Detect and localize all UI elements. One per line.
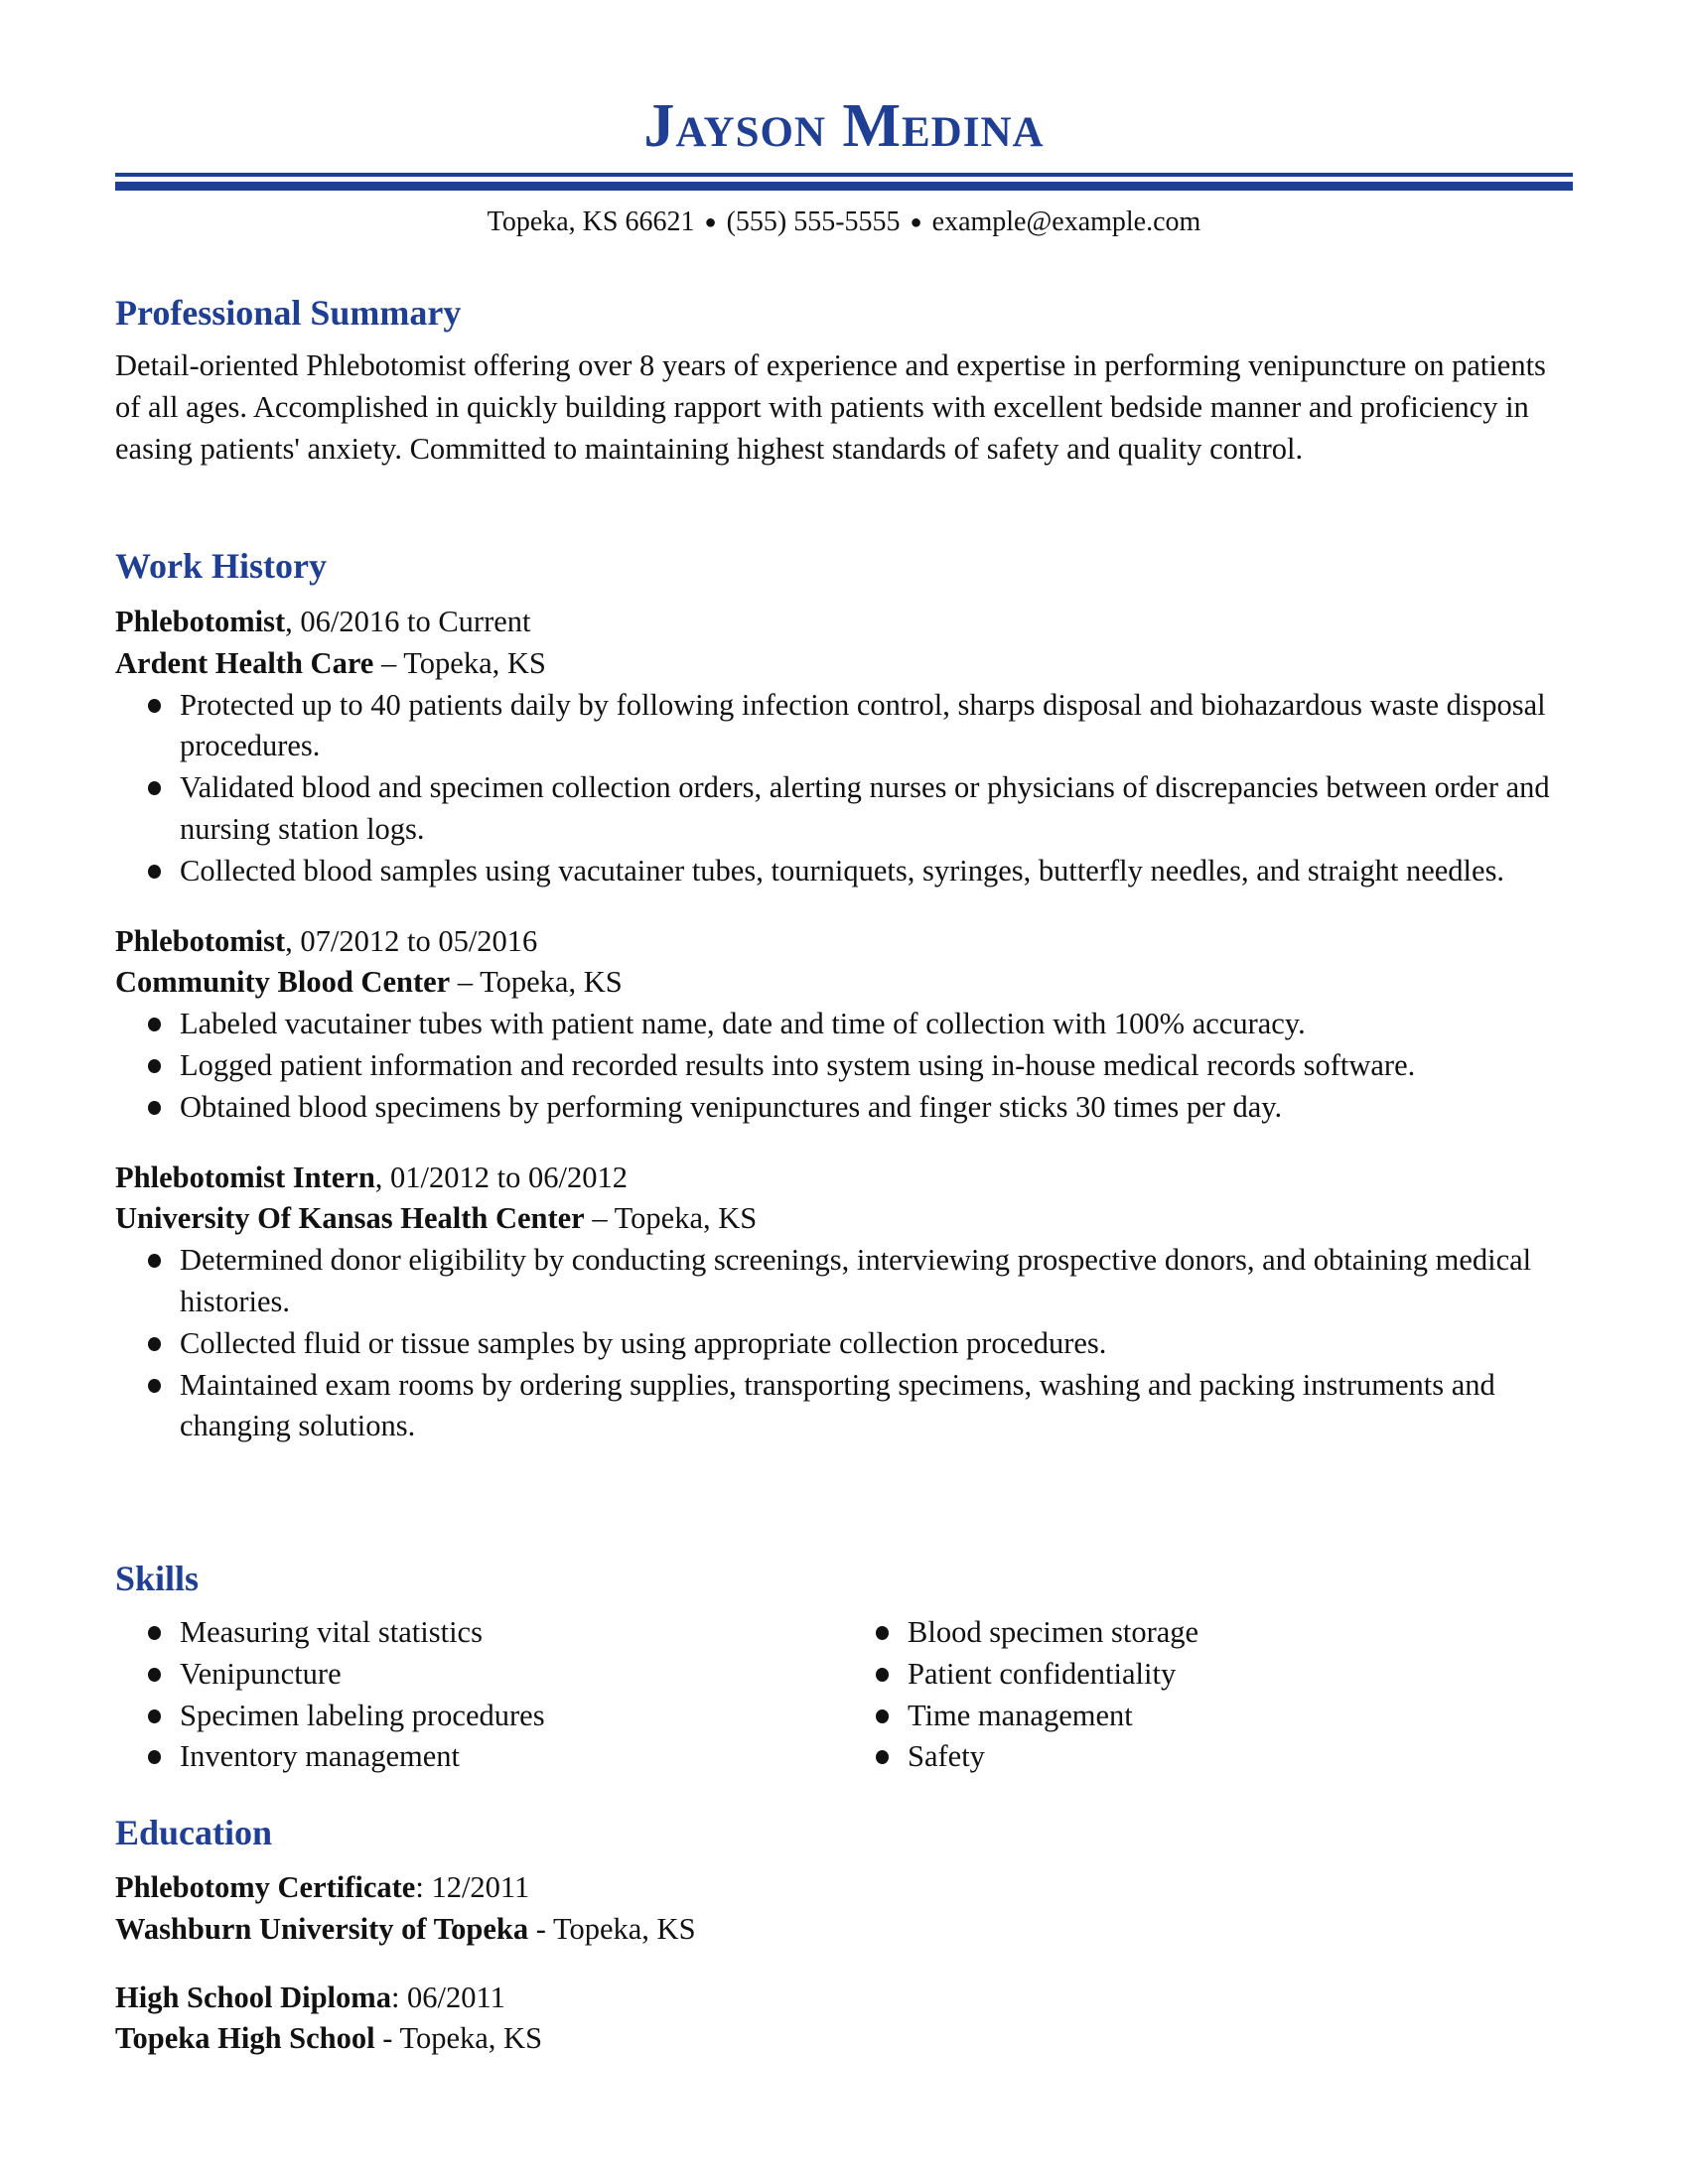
education-school: Washburn University of Topeka <box>115 1911 529 1946</box>
contact-location: Topeka, KS 66621 <box>487 206 695 237</box>
job-bullet-item <box>115 1240 1573 1323</box>
job-title: Phlebotomist Intern <box>115 1160 375 1194</box>
education-school-line <box>115 1909 1573 1951</box>
job-bullet-item <box>115 1365 1573 1448</box>
skill-item <box>843 1654 1571 1696</box>
job-company-line <box>115 962 1573 1004</box>
bullet-icon <box>148 1668 161 1682</box>
job-company: Ardent Health Care <box>115 645 374 680</box>
skill-text: Measuring vital statistics <box>180 1615 483 1649</box>
job-bullets <box>115 685 1573 892</box>
skill-item <box>843 1736 1571 1778</box>
job-bullet-item <box>115 767 1573 851</box>
contact-line <box>0 205 1688 240</box>
job-bullet-item <box>115 1323 1573 1365</box>
bullet-icon <box>148 1337 161 1351</box>
skill-text: Specimen labeling procedures <box>180 1698 545 1732</box>
skill-item <box>115 1612 843 1654</box>
bullet-icon <box>148 865 161 879</box>
education-location: - Topeka, KS <box>374 2021 543 2056</box>
skill-text: Blood specimen storage <box>908 1615 1199 1649</box>
job-entry <box>115 602 1573 892</box>
education-location: - Topeka, KS <box>528 1911 696 1946</box>
candidate-name: Jayson Medina <box>643 92 1045 160</box>
bullet-icon <box>148 1709 161 1723</box>
education-school-line <box>115 2018 1573 2060</box>
section-heading-skills: Skills <box>115 1559 200 1598</box>
job-title-line <box>115 602 1573 643</box>
bullet-icon <box>148 1750 161 1764</box>
bullet-text: Validated blood and specimen collection orders, alerting nurses or physicians of discrepancies between order and nursing station logs. <box>180 770 1550 846</box>
job-location: – Topeka, KS <box>373 645 546 680</box>
skills-column-left <box>115 1612 843 1778</box>
bullet-icon <box>148 781 161 795</box>
bullet-text: Protected up to 40 patients daily by following infection control, sharps disposal and biohazardous waste disposal procedures. <box>180 687 1546 763</box>
job-bullet-item <box>115 1087 1573 1129</box>
bullet-icon <box>148 1626 161 1640</box>
summary-text: Detail-oriented Phlebotomist offering over 8 years of experience and expertise in performing venipuncture on patients of all ages. Accomplished in quickly building rapport with patients with excellent bedside manner and proficiency in easing patients' anxiety. Committed to maintaining highest standards of safety and quality control. <box>115 348 1546 466</box>
job-dates: , 07/2012 to 05/2016 <box>285 923 538 958</box>
header-rule-thick <box>115 182 1573 191</box>
education-school: Topeka High School <box>115 2021 375 2056</box>
job-dates: , 06/2016 to Current <box>285 605 531 638</box>
skill-item <box>115 1736 843 1778</box>
job-company-line <box>115 643 1573 685</box>
bullet-text: Logged patient information and recorded results into system using in-house medical records software. <box>180 1047 1416 1082</box>
skill-text: Safety <box>908 1739 985 1774</box>
job-dates: , 01/2012 to 06/2012 <box>374 1160 628 1194</box>
jobs-list <box>115 602 1573 1447</box>
education-degree: Phlebotomy Certificate <box>115 1870 416 1904</box>
bullet-text: Collected blood samples using vacutainer tubes, tourniquets, syringes, butterfly needles, and straight needles. <box>180 853 1505 887</box>
education-date: : 06/2011 <box>390 1979 505 2014</box>
skill-item <box>115 1654 843 1696</box>
job-title: Phlebotomist <box>115 923 286 958</box>
bullet-separator-icon: ● <box>910 211 922 233</box>
job-bullet-item <box>115 1004 1573 1045</box>
skill-text: Time management <box>908 1698 1133 1732</box>
skill-text: Patient confidentiality <box>908 1656 1177 1691</box>
bullet-icon <box>148 1018 161 1031</box>
summary-section <box>115 291 1573 470</box>
bullet-text: Labeled vacutainer tubes with patient name, date and time of collection with 100% accuracy. <box>180 1007 1306 1041</box>
contact-email: example@example.com <box>931 206 1201 237</box>
job-bullets <box>115 1004 1573 1128</box>
bullet-icon <box>148 1059 161 1073</box>
job-bullets <box>115 1240 1573 1447</box>
bullet-icon <box>876 1709 889 1723</box>
bullet-separator-icon: ● <box>704 211 717 233</box>
job-company-line <box>115 1198 1573 1240</box>
bullet-text: Determined donor eligibility by conducting screenings, interviewing prospective donors, and obtaining medical histories. <box>180 1243 1532 1318</box>
education-degree-line <box>115 1867 1573 1909</box>
job-bullet-item <box>115 1045 1573 1087</box>
job-company: University Of Kansas Health Center <box>115 1201 585 1236</box>
bullet-icon <box>876 1668 889 1682</box>
bullet-text: Obtained blood specimens by performing venipunctures and finger sticks 30 times per day. <box>180 1089 1283 1124</box>
bullet-icon <box>148 699 161 713</box>
skills-grid <box>115 1612 1573 1778</box>
skills-section <box>115 1557 1573 1778</box>
work-history-section <box>115 544 1573 1476</box>
job-bullet-item <box>115 685 1573 768</box>
skill-text: Venipuncture <box>180 1656 342 1691</box>
bullet-text: Collected fluid or tissue samples by using appropriate collection procedures. <box>180 1325 1107 1360</box>
education-section <box>115 1811 1573 2087</box>
job-entry <box>115 1158 1573 1448</box>
bullet-icon <box>148 1379 161 1393</box>
skill-item <box>843 1612 1571 1654</box>
job-title: Phlebotomist <box>115 605 286 638</box>
job-title-line <box>115 921 1573 963</box>
job-location: – Topeka, KS <box>450 965 623 1000</box>
job-bullet-item <box>115 851 1573 892</box>
education-entry <box>115 1867 1573 1951</box>
skill-item <box>115 1696 843 1737</box>
education-list <box>115 1867 1573 2060</box>
skill-item <box>843 1696 1571 1737</box>
header-rule-thin <box>115 173 1573 177</box>
skills-column-right <box>843 1612 1571 1778</box>
bullet-icon <box>148 1254 161 1268</box>
job-title-line <box>115 1158 1573 1199</box>
education-entry <box>115 1978 1573 2061</box>
bullet-icon <box>876 1750 889 1764</box>
education-degree-line <box>115 1978 1573 2019</box>
section-heading-work-history: Work History <box>115 546 327 586</box>
skill-text: Inventory management <box>180 1739 461 1774</box>
section-heading-summary: Professional Summary <box>115 293 462 333</box>
job-company: Community Blood Center <box>115 965 451 1000</box>
job-location: – Topeka, KS <box>584 1201 758 1236</box>
contact-phone: (555) 555-5555 <box>726 206 901 237</box>
bullet-icon <box>876 1626 889 1640</box>
job-entry <box>115 921 1573 1129</box>
education-degree: High School Diploma <box>115 1979 391 2014</box>
bullet-icon <box>148 1101 161 1115</box>
bullet-text: Maintained exam rooms by ordering supplies, transporting specimens, washing and packing instruments and changing solutions. <box>180 1367 1495 1443</box>
education-date: : 12/2011 <box>415 1870 530 1904</box>
section-heading-education: Education <box>115 1813 273 1852</box>
